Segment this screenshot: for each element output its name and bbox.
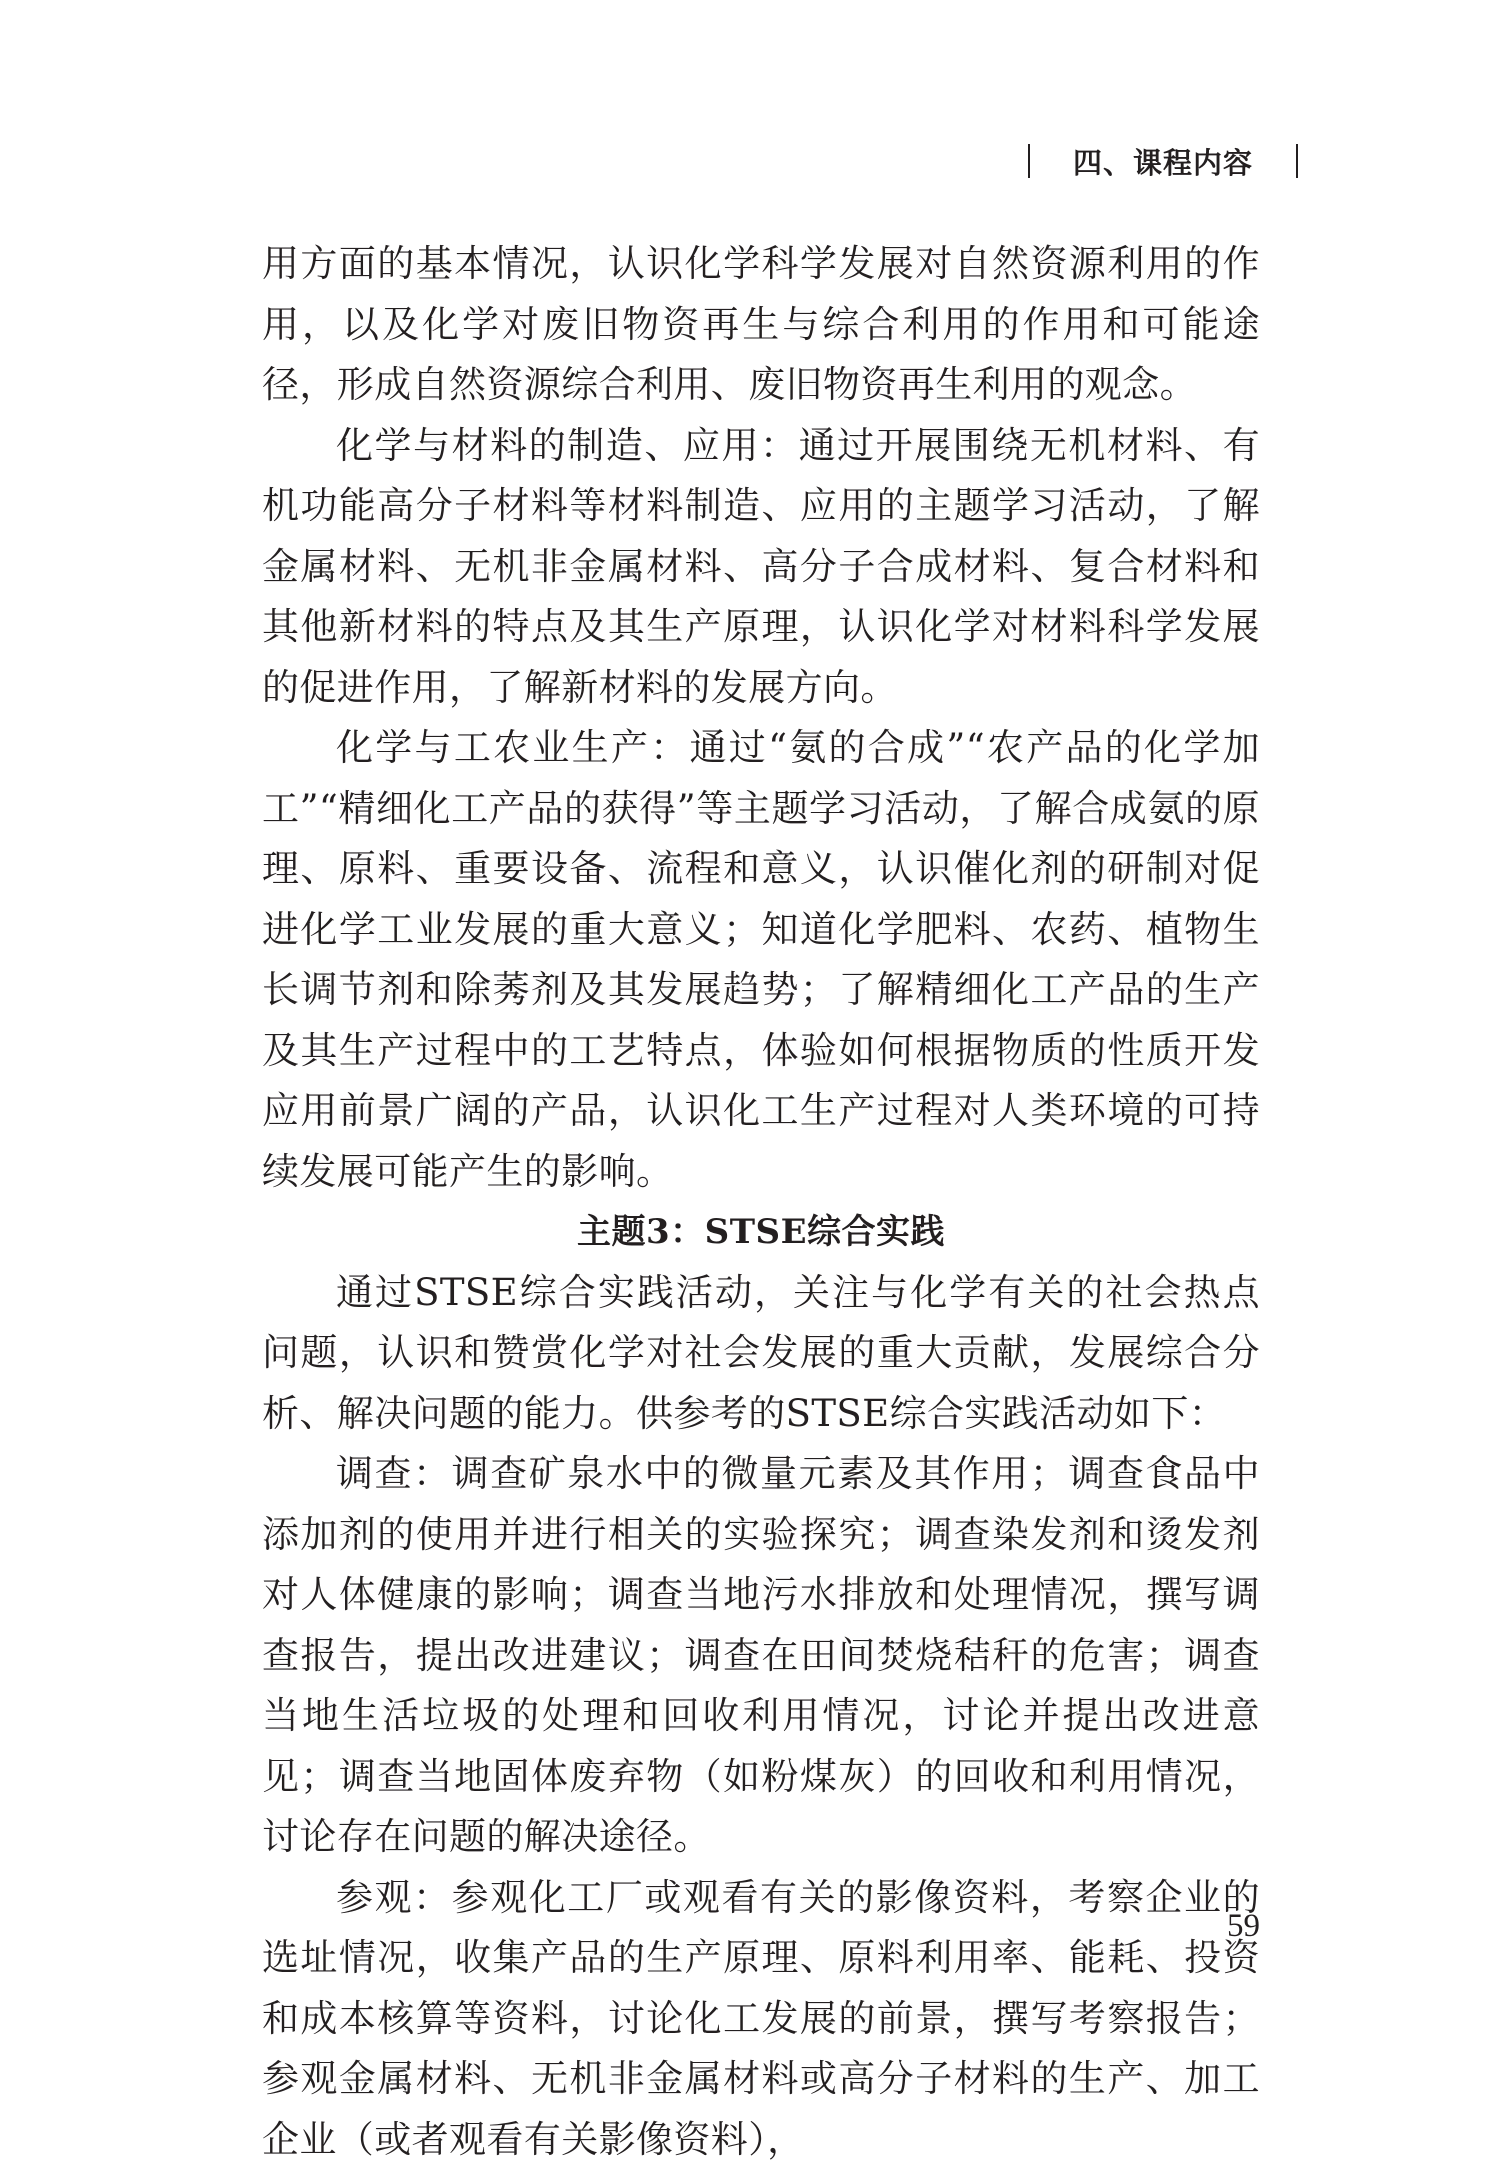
paragraph-survey: 调查：调查矿泉水中的微量元素及其作用；调查食品中添加剂的使用并进行相关的实验探究；调查染发剂和烫发剂对人体健康的影响；调查当地污水排放和处理情况，撰写调查报告，提出改进建议；调查在田间焚烧秸秆的危害；调查当地生活垃圾的处理和回收利用情况，讨论并提出改进意见；调查当地固体废弃物（如粉煤灰）的回收和利用情况，讨论存在问题的解决途径。 — [262, 1444, 1260, 1868]
paragraph-stse-intro: 通过STSE综合实践活动，关注与化学有关的社会热点问题，认识和赞赏化学对社会发展的重大贡献，发展综合分析、解决问题的能力。供参考的STSE综合实践活动如下： — [262, 1263, 1260, 1445]
paragraph-visit: 参观：参观化工厂或观看有关的影像资料，考察企业的选址情况，收集产品的生产原理、原料利用率、能耗、投资和成本核算等资料，讨论化工发展的前景，撰写考察报告；参观金属材料、无机非金属材料或高分子材料的生产、加工企业（或者观看有关影像资料）， — [262, 1868, 1260, 2170]
running-header — [1028, 136, 1298, 186]
paragraph-materials: 化学与材料的制造、应用：通过开展围绕无机材料、有机功能高分子材料等材料制造、应用的主题学习活动，了解金属材料、无机非金属材料、高分子合成材料、复合材料和其他新材料的特点及其生产原理，认识化学对材料科学发展的促进作用，了解新材料的发展方向。 — [262, 416, 1260, 719]
paragraph-industry-agriculture: 化学与工农业生产：通过“氨的合成”“农产品的化学加工”“精细化工产品的获得”等主题学习活动，了解合成氨的原理、原料、重要设备、流程和意义，认识催化剂的研制对促进化学工业发展的重大意义；知道化学肥料、农药、植物生长调节剂和除莠剂及其发展趋势；了解精细化工产品的生产及其生产过程中的工艺特点，体验如何根据物质的性质开发应用前景广阔的产品，认识化工生产过程对人类环境的可持续发展可能产生的影响。 — [262, 718, 1260, 1202]
paragraph-continued: 用方面的基本情况，认识化学科学发展对自然资源利用的作用，以及化学对废旧物资再生与综合利用的作用和可能途径，形成自然资源综合利用、废旧物资再生利用的观念。 — [262, 234, 1260, 416]
page-number: 59 — [1212, 1908, 1260, 1948]
topic-heading: 主题3：STSE综合实践 — [262, 1202, 1260, 1263]
body-text — [262, 234, 1260, 2170]
section-title: 四、课程内容 — [1030, 141, 1296, 182]
header-right-rule — [1296, 144, 1298, 178]
